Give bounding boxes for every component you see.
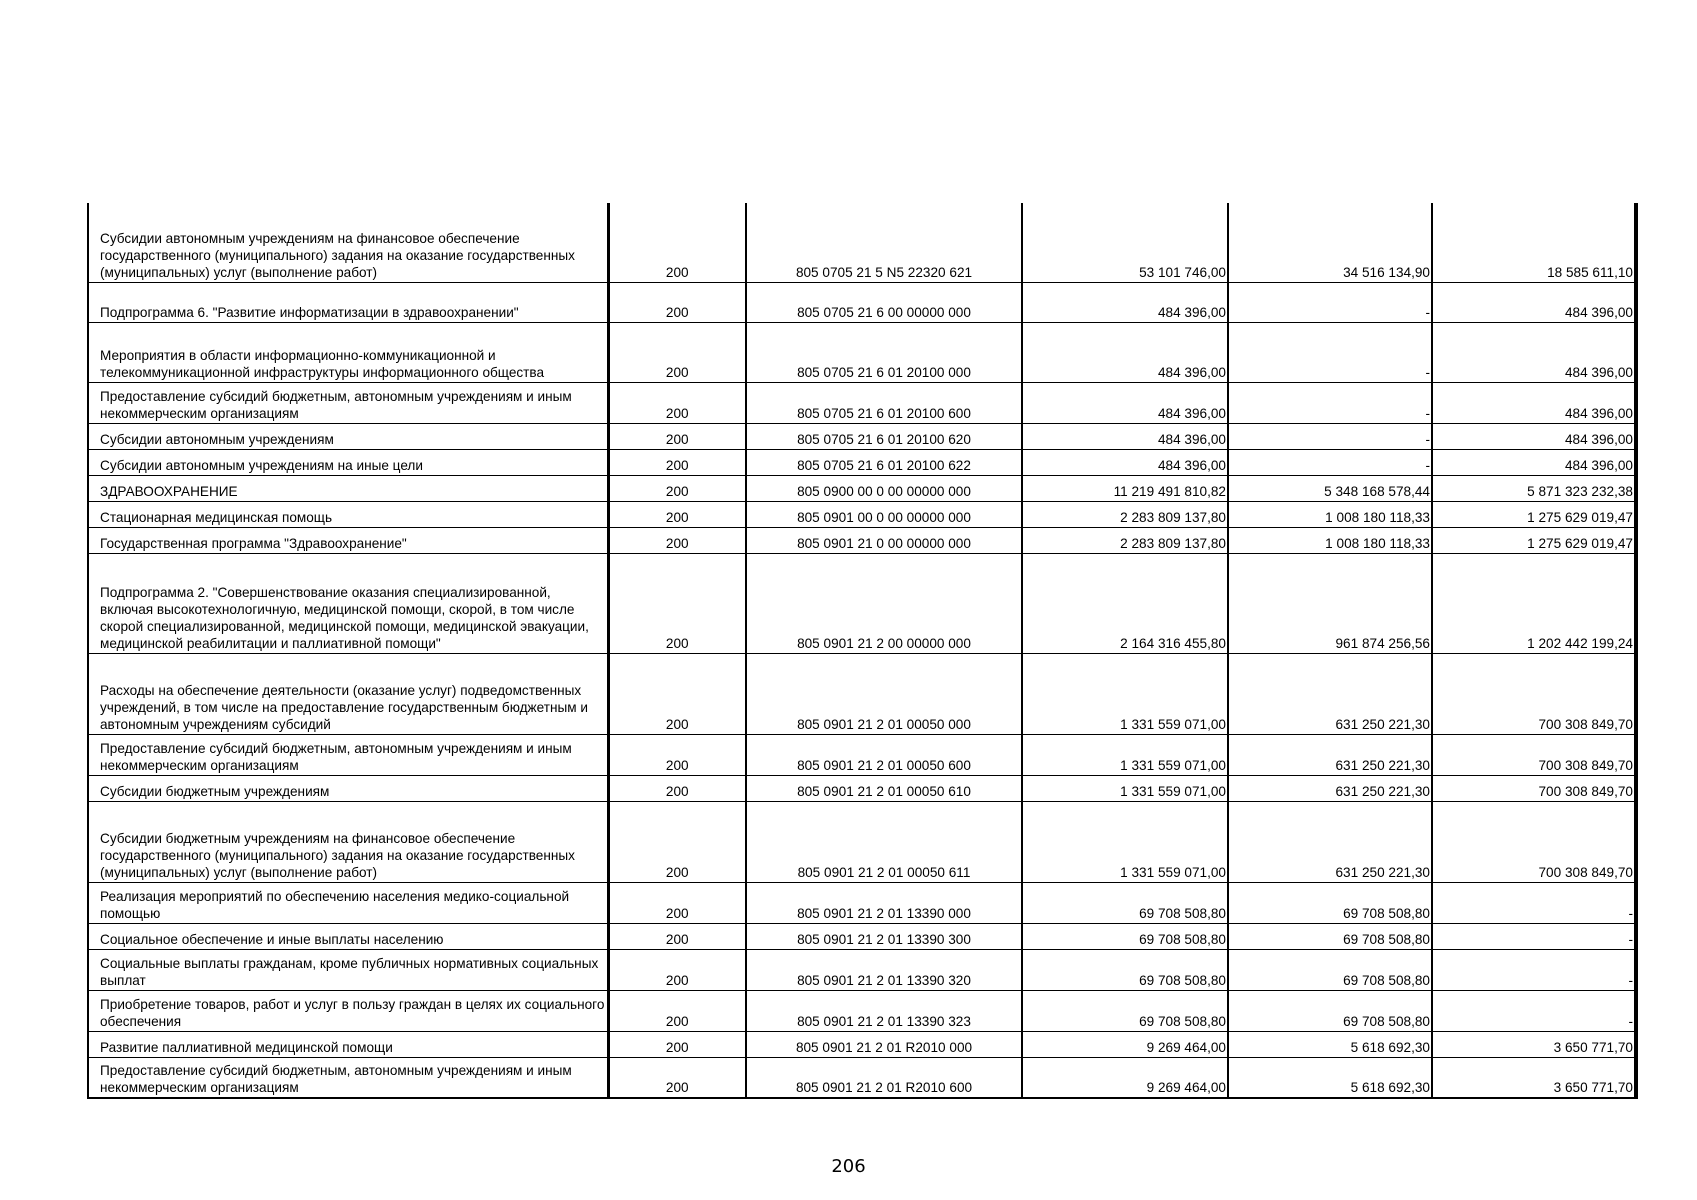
cell-executed: -	[1228, 322, 1432, 382]
cell-line-code: 200	[608, 322, 746, 382]
cell-name: Подпрограмма 2. "Совершенствование оказания специализированной, включая высокотехнологичную, медицинской помощи, скорой, в том числе скорой специализированной, медицинской помощи, медицинской эвакуации, медицинской реабилитации и паллиативной помощи"	[88, 553, 608, 653]
cell-approved: 69 708 508,80	[1022, 923, 1228, 949]
cell-unexecuted: 700 308 849,70	[1432, 775, 1636, 801]
cell-approved: 53 101 746,00	[1022, 203, 1228, 282]
cell-unexecuted: -	[1432, 990, 1636, 1031]
cell-unexecuted: 484 396,00	[1432, 423, 1636, 449]
cell-approved: 9 269 464,00	[1022, 1031, 1228, 1057]
cell-budget-code: 805 0901 21 2 01 00050 611	[746, 801, 1022, 882]
cell-approved: 2 283 809 137,80	[1022, 527, 1228, 553]
table-row	[88, 423, 1636, 449]
cell-approved: 1 331 559 071,00	[1022, 653, 1228, 734]
table-row	[88, 1031, 1636, 1057]
cell-name: Субсидии автономным учреждениям на финансовое обеспечение государственного (муниципального) задания на оказание государственных (муниципальных) услуг (выполнение работ)	[88, 203, 608, 282]
cell-name: ЗДРАВООХРАНЕНИЕ	[88, 475, 608, 501]
cell-name: Развитие паллиативной медицинской помощи	[88, 1031, 608, 1057]
cell-line-code: 200	[608, 734, 746, 775]
cell-executed: -	[1228, 423, 1432, 449]
cell-budget-code: 805 0705 21 5 N5 22320 621	[746, 203, 1022, 282]
cell-budget-code: 805 0901 21 2 01 13390 323	[746, 990, 1022, 1031]
cell-executed: 69 708 508,80	[1228, 882, 1432, 923]
cell-approved: 484 396,00	[1022, 449, 1228, 475]
table-row	[88, 382, 1636, 423]
cell-budget-code: 805 0900 00 0 00 00000 000	[746, 475, 1022, 501]
table-row	[88, 527, 1636, 553]
cell-name: Субсидии бюджетным учреждениям	[88, 775, 608, 801]
budget-execution-table	[87, 203, 1638, 1099]
cell-line-code: 200	[608, 282, 746, 322]
page-number: 206	[831, 1156, 866, 1177]
cell-budget-code: 805 0705 21 6 01 20100 000	[746, 322, 1022, 382]
cell-unexecuted: 700 308 849,70	[1432, 734, 1636, 775]
cell-name: Предоставление субсидий бюджетным, автономным учреждениям и иным некоммерческим организациям	[88, 1057, 608, 1098]
cell-name: Расходы на обеспечение деятельности (оказание услуг) подведомственных учреждений, в том числе на предоставление государственным бюджетным и автономным учреждениям субсидий	[88, 653, 608, 734]
table-row	[88, 734, 1636, 775]
cell-executed: 5 618 692,30	[1228, 1057, 1432, 1098]
cell-executed: -	[1228, 282, 1432, 322]
cell-unexecuted: 484 396,00	[1432, 449, 1636, 475]
cell-name: Приобретение товаров, работ и услуг в пользу граждан в целях их социального обеспечения	[88, 990, 608, 1031]
table-row	[88, 322, 1636, 382]
cell-executed: 69 708 508,80	[1228, 949, 1432, 990]
cell-budget-code: 805 0901 00 0 00 00000 000	[746, 501, 1022, 527]
cell-executed: 34 516 134,90	[1228, 203, 1432, 282]
cell-approved: 2 164 316 455,80	[1022, 553, 1228, 653]
cell-budget-code: 805 0901 21 2 01 00050 600	[746, 734, 1022, 775]
cell-executed: 69 708 508,80	[1228, 923, 1432, 949]
cell-approved: 69 708 508,80	[1022, 949, 1228, 990]
cell-unexecuted: -	[1432, 882, 1636, 923]
cell-name: Предоставление субсидий бюджетным, автономным учреждениям и иным некоммерческим организациям	[88, 382, 608, 423]
cell-approved: 2 283 809 137,80	[1022, 501, 1228, 527]
cell-line-code: 200	[608, 1057, 746, 1098]
cell-unexecuted: -	[1432, 923, 1636, 949]
cell-budget-code: 805 0705 21 6 00 00000 000	[746, 282, 1022, 322]
cell-approved: 1 331 559 071,00	[1022, 801, 1228, 882]
cell-name: Субсидии автономным учреждениям на иные цели	[88, 449, 608, 475]
cell-line-code: 200	[608, 990, 746, 1031]
table-row	[88, 282, 1636, 322]
cell-unexecuted: 700 308 849,70	[1432, 653, 1636, 734]
cell-approved: 1 331 559 071,00	[1022, 734, 1228, 775]
cell-approved: 9 269 464,00	[1022, 1057, 1228, 1098]
cell-unexecuted: 1 202 442 199,24	[1432, 553, 1636, 653]
cell-name: Предоставление субсидий бюджетным, автономным учреждениям и иным некоммерческим организациям	[88, 734, 608, 775]
cell-budget-code: 805 0901 21 2 00 00000 000	[746, 553, 1022, 653]
cell-executed: 631 250 221,30	[1228, 734, 1432, 775]
cell-unexecuted: 3 650 771,70	[1432, 1031, 1636, 1057]
cell-line-code: 200	[608, 801, 746, 882]
table-row	[88, 449, 1636, 475]
cell-executed: -	[1228, 382, 1432, 423]
cell-name: Стационарная медицинская помощь	[88, 501, 608, 527]
table-row	[88, 775, 1636, 801]
cell-unexecuted: 484 396,00	[1432, 322, 1636, 382]
cell-approved: 1 331 559 071,00	[1022, 775, 1228, 801]
cell-executed: 1 008 180 118,33	[1228, 527, 1432, 553]
cell-budget-code: 805 0901 21 2 01 13390 320	[746, 949, 1022, 990]
cell-budget-code: 805 0901 21 2 01 13390 300	[746, 923, 1022, 949]
cell-executed: 961 874 256,56	[1228, 553, 1432, 653]
cell-line-code: 200	[608, 882, 746, 923]
cell-line-code: 200	[608, 203, 746, 282]
cell-line-code: 200	[608, 382, 746, 423]
table-row	[88, 203, 1636, 282]
cell-executed: -	[1228, 449, 1432, 475]
table-row	[88, 990, 1636, 1031]
cell-budget-code: 805 0901 21 2 01 00050 000	[746, 653, 1022, 734]
cell-line-code: 200	[608, 1031, 746, 1057]
cell-name: Субсидии автономным учреждениям	[88, 423, 608, 449]
table-row	[88, 801, 1636, 882]
cell-unexecuted: -	[1432, 949, 1636, 990]
table-row	[88, 653, 1636, 734]
cell-name: Социальные выплаты гражданам, кроме публичных нормативных социальных выплат	[88, 949, 608, 990]
cell-executed: 631 250 221,30	[1228, 653, 1432, 734]
table-row	[88, 949, 1636, 990]
cell-executed: 631 250 221,30	[1228, 775, 1432, 801]
cell-budget-code: 805 0901 21 2 01 13390 000	[746, 882, 1022, 923]
cell-budget-code: 805 0901 21 0 00 00000 000	[746, 527, 1022, 553]
cell-executed: 631 250 221,30	[1228, 801, 1432, 882]
cell-unexecuted: 1 275 629 019,47	[1432, 501, 1636, 527]
cell-unexecuted: 484 396,00	[1432, 282, 1636, 322]
cell-name: Реализация мероприятий по обеспечению населения медико-социальной помощью	[88, 882, 608, 923]
cell-line-code: 200	[608, 449, 746, 475]
table-row	[88, 923, 1636, 949]
cell-name: Мероприятия в области информационно-коммуникационной и телекоммуникационной инфраструктуры информационного общества	[88, 322, 608, 382]
table-row	[88, 1057, 1636, 1098]
cell-unexecuted: 3 650 771,70	[1432, 1057, 1636, 1098]
cell-executed: 1 008 180 118,33	[1228, 501, 1432, 527]
cell-budget-code: 805 0705 21 6 01 20100 600	[746, 382, 1022, 423]
cell-approved: 69 708 508,80	[1022, 990, 1228, 1031]
table-row	[88, 553, 1636, 653]
cell-line-code: 200	[608, 553, 746, 653]
cell-line-code: 200	[608, 475, 746, 501]
cell-executed: 69 708 508,80	[1228, 990, 1432, 1031]
cell-unexecuted: 484 396,00	[1432, 382, 1636, 423]
cell-line-code: 200	[608, 501, 746, 527]
cell-budget-code: 805 0705 21 6 01 20100 622	[746, 449, 1022, 475]
cell-budget-code: 805 0901 21 2 01 R2010 000	[746, 1031, 1022, 1057]
table-row	[88, 501, 1636, 527]
cell-line-code: 200	[608, 423, 746, 449]
table-row	[88, 475, 1636, 501]
cell-approved: 484 396,00	[1022, 322, 1228, 382]
table-body	[88, 203, 1636, 1098]
cell-approved: 484 396,00	[1022, 282, 1228, 322]
cell-line-code: 200	[608, 653, 746, 734]
cell-unexecuted: 5 871 323 232,38	[1432, 475, 1636, 501]
cell-approved: 484 396,00	[1022, 382, 1228, 423]
cell-unexecuted: 18 585 611,10	[1432, 203, 1636, 282]
cell-line-code: 200	[608, 923, 746, 949]
cell-approved: 11 219 491 810,82	[1022, 475, 1228, 501]
cell-budget-code: 805 0705 21 6 01 20100 620	[746, 423, 1022, 449]
cell-executed: 5 618 692,30	[1228, 1031, 1432, 1057]
cell-line-code: 200	[608, 775, 746, 801]
cell-name: Государственная программа "Здравоохранение"	[88, 527, 608, 553]
cell-name: Субсидии бюджетным учреждениям на финансовое обеспечение государственного (муниципального) задания на оказание государственных (муниципальных) услуг (выполнение работ)	[88, 801, 608, 882]
cell-line-code: 200	[608, 949, 746, 990]
cell-name: Социальное обеспечение и иные выплаты населению	[88, 923, 608, 949]
cell-unexecuted: 1 275 629 019,47	[1432, 527, 1636, 553]
table-row	[88, 882, 1636, 923]
cell-budget-code: 805 0901 21 2 01 R2010 600	[746, 1057, 1022, 1098]
cell-budget-code: 805 0901 21 2 01 00050 610	[746, 775, 1022, 801]
cell-line-code: 200	[608, 527, 746, 553]
cell-name: Подпрограмма 6. "Развитие информатизации в здравоохранении"	[88, 282, 608, 322]
cell-approved: 484 396,00	[1022, 423, 1228, 449]
cell-approved: 69 708 508,80	[1022, 882, 1228, 923]
cell-executed: 5 348 168 578,44	[1228, 475, 1432, 501]
cell-unexecuted: 700 308 849,70	[1432, 801, 1636, 882]
